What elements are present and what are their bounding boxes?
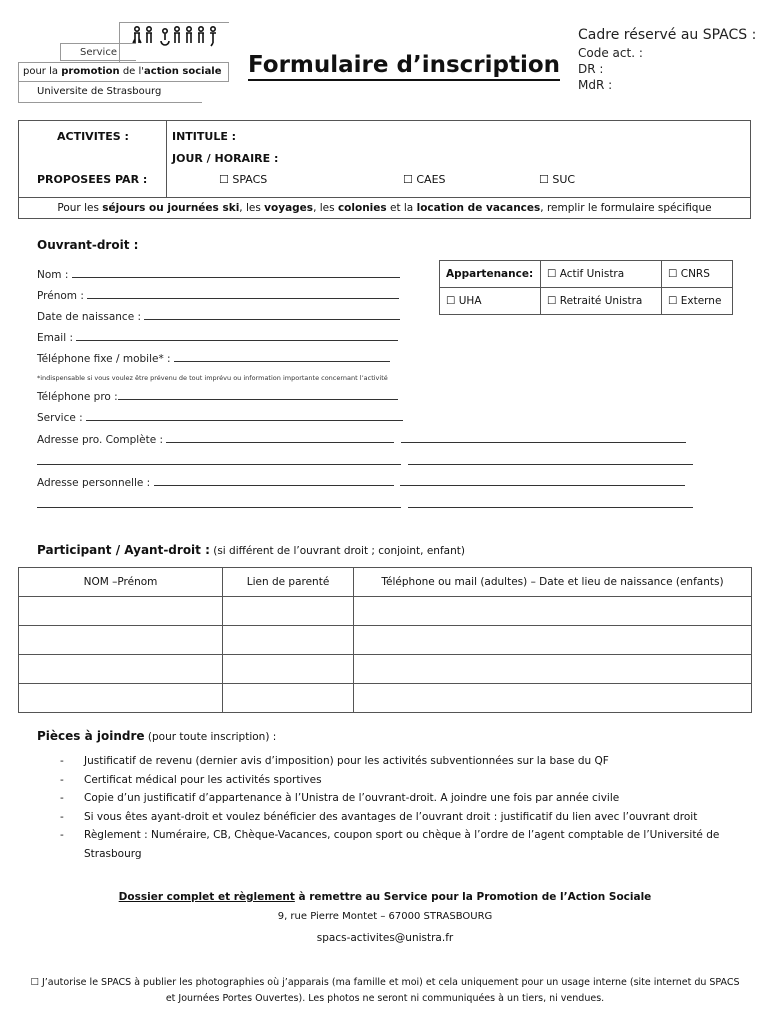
reserved-dr-line: DR : (578, 62, 604, 76)
specific-form-note: Pour les séjours ou journées ski, les voyages, les colonies et la location de vacances, remplir le formulaire spécifique (19, 197, 750, 220)
participant-header-row (19, 568, 752, 597)
pro-address-field[interactable]: Adresse pro. Complète : (37, 433, 686, 446)
option-spacs-checkbox[interactable]: ☐ SPACS (219, 173, 268, 186)
postal-address: 9, rue Pierre Montet – 67000 STRASBOURG (277, 911, 493, 922)
phone-footnote: *indispensable si vous voulez être prévenu de tout imprévu ou information importante concernant l’activité (37, 374, 388, 382)
participant-heading (37, 543, 465, 557)
pieces-subtitle: (pour toute inscription) : (144, 731, 277, 743)
table-cell[interactable] (19, 655, 223, 684)
option-caes-checkbox[interactable]: ☐ CAES (403, 173, 446, 186)
activities-left-cell (19, 121, 167, 197)
appartenance-label: Appartenance: (440, 261, 541, 288)
nom-field[interactable]: Nom : (37, 268, 400, 281)
personal-address-field[interactable]: Adresse personnelle : (37, 476, 685, 489)
participant-table (18, 567, 752, 713)
table-row (19, 684, 752, 713)
list-item: - Copie d’un justificatif d’appartenance à l’Unistra de l’ouvrant-droit. A joindre une fois par année civile (60, 792, 620, 804)
externe-checkbox[interactable]: ☐ Externe (662, 288, 733, 315)
reserved-code-line: Code act. : (578, 46, 643, 60)
photo-consent-checkbox[interactable]: ☐ J’autorise le SPACS à publier les photographies où j’apparais (ma famille et moi) et cela uniquement pour un usage interne (site internet du SPACS et Journées Portes Ouvertes). Les photos ne seront ni communiquées à un tiers, ni vendues. (30, 977, 740, 1004)
list-item: - Règlement : Numéraire, CB, Chèque-Vacances, coupon sport ou chèque à l’ordre de l’agent comptable de l’Université de Strasbourg (60, 829, 720, 860)
list-item: - Si vous êtes ayant-droit et voulez bénéficier des avantages de l’ouvrant droit : justificatif du lien avec l’ouvrant droit (60, 810, 698, 823)
jour-horaire-label[interactable]: JOUR / HORAIRE : (172, 152, 279, 165)
birthdate-field[interactable]: Date de naissance : (37, 310, 400, 323)
table-cell[interactable] (223, 684, 354, 713)
participant-title: Participant / Ayant-droit : (37, 543, 210, 557)
cnrs-checkbox[interactable]: ☐ CNRS (662, 261, 733, 288)
intitule-label[interactable]: INTITULE : (172, 130, 237, 143)
reserved-heading: Cadre réservé au SPACS : (578, 27, 757, 43)
email-field[interactable]: Email : (37, 331, 398, 344)
pieces-list (60, 752, 740, 863)
col-nom-prenom: NOM –Prénom (19, 568, 223, 597)
prenom-field[interactable]: Prénom : (37, 289, 399, 302)
list-item: - Certificat médical pour les activités sportives (60, 773, 322, 786)
table-row (19, 597, 752, 626)
retraite-unistra-checkbox[interactable]: ☐ Retraité Unistra (541, 288, 662, 315)
table-cell[interactable] (19, 684, 223, 713)
activities-label: ACTIVITES : (57, 130, 129, 143)
personal-address-line2[interactable] (37, 498, 693, 511)
appartenance-table (439, 260, 733, 315)
table-cell[interactable] (354, 597, 752, 626)
spacs-logo (18, 22, 229, 104)
table-cell[interactable] (354, 626, 752, 655)
table-cell[interactable] (354, 655, 752, 684)
logo-service-label: Service (60, 43, 136, 61)
phone-field[interactable]: Téléphone fixe / mobile* : (37, 352, 390, 365)
people-glyphs-icon (121, 23, 229, 53)
logo-tagline: pour la promotion de l'action sociale (18, 62, 229, 82)
table-cell[interactable] (19, 597, 223, 626)
contact-email[interactable]: spacs-activites@unistra.fr (316, 932, 454, 944)
actif-unistra-checkbox[interactable]: ☐ Actif Unistra (541, 261, 662, 288)
table-cell[interactable] (19, 626, 223, 655)
logo-university: Universite de Strasbourg (18, 82, 202, 103)
table-cell[interactable] (223, 655, 354, 684)
reserved-mdr-line: MdR : (578, 78, 613, 92)
reserved-frame (578, 25, 756, 93)
participant-subtitle: (si différent de l’ouvrant droit ; conjoint, enfant) (209, 545, 465, 557)
table-row (19, 626, 752, 655)
pieces-heading (37, 729, 276, 743)
activities-box (18, 120, 751, 219)
table-cell[interactable] (223, 597, 354, 626)
table-row (19, 655, 752, 684)
option-suc-checkbox[interactable]: ☐ SUC (539, 173, 576, 186)
pro-address-line2[interactable] (37, 455, 693, 468)
pieces-title: Pièces à joindre (37, 729, 145, 743)
col-lien-parente: Lien de parenté (223, 568, 354, 597)
col-telephone-naissance: Téléphone ou mail (adultes) – Date et lieu de naissance (enfants) (354, 568, 752, 597)
page-title: Formulaire d’inscription (248, 52, 560, 81)
phone-pro-field[interactable]: Téléphone pro : (37, 390, 398, 403)
service-field[interactable]: Service : (37, 411, 403, 424)
uha-checkbox[interactable]: ☐ UHA (440, 288, 541, 315)
table-cell[interactable] (354, 684, 752, 713)
dossier-instructions: Dossier complet et règlement à remettre au Service pour la Promotion de l’Action Sociale (118, 891, 652, 903)
ouvrant-droit-title: Ouvrant-droit : (37, 238, 139, 252)
proposed-by-label: PROPOSEES PAR : (37, 173, 148, 186)
list-item: - Justificatif de revenu (dernier avis d’imposition) pour les activités subventionnées sur la base du QF (60, 755, 609, 767)
table-cell[interactable] (223, 626, 354, 655)
